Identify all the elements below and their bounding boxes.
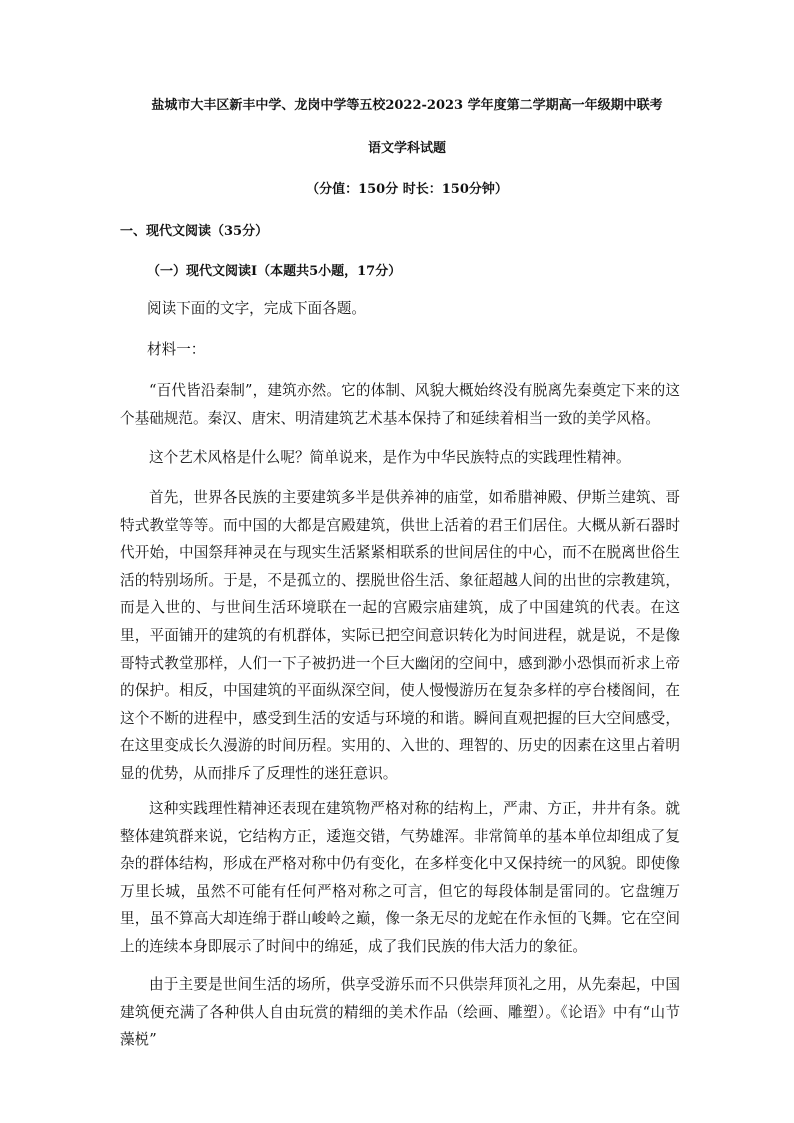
paragraph: 由于主要是世间生活的场所，供享受游乐而不只供崇拜顶礼之用，从先秦起，中国建筑便充满了各种供人自由玩赏的精细的美术作品（绘画、雕塑）。《论语》中有“山节藻棁” bbox=[120, 976, 680, 1049]
exam-title: 盐城市大丰区新丰中学、龙岗中学等五校2022-2023 学年度第二学期高一年级期中联考 bbox=[151, 98, 663, 113]
paragraph: 首先，世界各民族的主要建筑多半是供养神的庙堂，如希腊神殿、伊斯兰建筑、哥特式教堂等等。而中国的大都是宫殿建筑，供世上活着的君王们居住。大概从新石器时代开始，中国祭拜神灵在与现实生活紧紧相联系的世间居住的中心，而不在脱离世俗生活的特别场所。于是，不是孤立的、摆脱世俗生活、象征超越人间的出世的宗教建筑，而是入世的、与世间生活环境联在一起的宫殿宗庙建筑，成了中国建筑的代表。在这里，平面铺开的建筑的有机群体，实际已把空间意识转化为时间进程，就是说，不是像哥特式教堂那样，人们一下子被扔进一个巨大幽闭的空间中，感到渺小恐惧而祈求上帝的保护。相反，中国建筑的平面纵深空间，使人慢慢游历在复杂多样的亭台楼阁间，在这个不断的进程中，感受到生活的安适与环境的和谐。瞬间直观把握的巨大空间感受，在这里变成长久漫游的时间历程。实用的、入世的、理智的、历史的因素在这里占着明显的优势，从而排斥了反理性的迷狂意识。 bbox=[120, 489, 680, 782]
material-label: 材料一： bbox=[147, 341, 206, 358]
paragraph: 这种实践理性精神还表现在建筑物严格对称的结构上，严肃、方正，井井有条。就整体建筑群来说，它结构方正，逶迤交错，气势雄浑。非常简单的基本单位却组成了复杂的群体结构，形成在严格对称中仍有变化，在多样变化中又保持统一的风貌。即使像万里长城，虽然不可能有任何严格对称之可言，但它的每段体制是雷同的。它盘缠万里，虽不算高大却连绵于群山峻岭之巅，像一条无尽的龙蛇在作永恒的飞舞。它在空间上的连续本身即展示了时间中的绵延，成了我们民族的伟大活力的象征。 bbox=[120, 800, 680, 955]
instruction-text: 阅读下面的文字，完成下面各题。 bbox=[147, 300, 366, 317]
paragraph: “百代皆沿秦制”，建筑亦然。它的体制、风貌大概始终没有脱离先秦奠定下来的这个基础规范。秦汉、唐宋、明清建筑艺术基本保持了和延续着相当一致的美学风格。 bbox=[120, 382, 680, 427]
paragraph: 这个艺术风格是什么呢？简单说来，是作为中华民族特点的实践理性精神。 bbox=[149, 449, 631, 466]
section-heading: 一、现代文阅读（35分） bbox=[120, 224, 269, 239]
section-subheading: （一）现代文阅读Ⅰ（本题共5小题，17分） bbox=[147, 264, 402, 279]
exam-score-info: （分值：150分 时长：150分钟） bbox=[306, 182, 508, 197]
exam-subject: 语文学科试题 bbox=[367, 141, 446, 156]
